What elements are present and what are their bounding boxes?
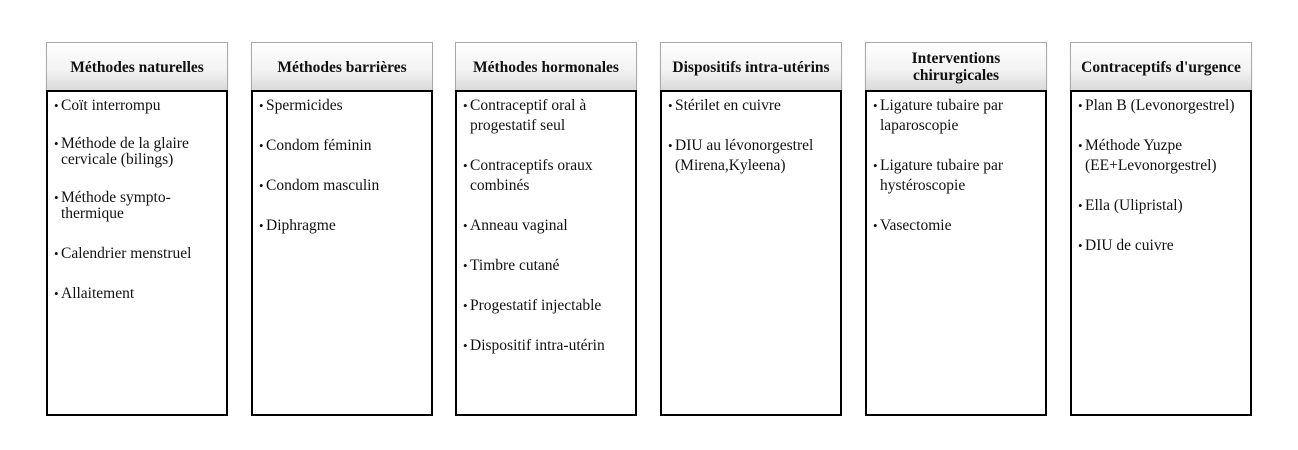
list-item: • Spermicides	[259, 97, 343, 114]
bullet: •	[54, 246, 59, 261]
list-item: • Plan B (Levonorgestrel)	[1078, 97, 1235, 114]
bullet: •	[259, 178, 264, 193]
bullet: •	[1078, 138, 1083, 153]
column-header	[1070, 42, 1252, 92]
list-item: • Condom masculin	[259, 177, 380, 194]
list-item: • Ella (Ulipristal)	[1078, 197, 1183, 214]
list-item: • Calendrier menstruel	[54, 245, 192, 262]
bullet: •	[873, 218, 878, 233]
column-body	[46, 90, 228, 416]
bullet: •	[463, 258, 468, 273]
bullet: •	[54, 286, 59, 301]
column-header	[46, 42, 228, 92]
bullet: •	[1078, 238, 1083, 253]
list-item: • Ligature tubaire par hystéroscopie	[873, 157, 1004, 194]
bullet: •	[463, 98, 468, 113]
bullet: •	[259, 138, 264, 153]
column-body	[660, 90, 842, 416]
column-body	[251, 90, 433, 416]
column-interventions-chirurgicales	[865, 42, 1047, 234]
column-header	[865, 42, 1047, 92]
bullet: •	[463, 338, 468, 353]
column-body	[455, 90, 637, 416]
bullet: •	[463, 158, 468, 173]
column-methodes-hormonales	[455, 42, 637, 354]
bullet: •	[668, 98, 673, 113]
bullet: •	[54, 98, 59, 113]
bullet: •	[873, 98, 878, 113]
bullet: •	[259, 98, 264, 113]
column-title: Méthodes barrières	[277, 58, 407, 76]
bullet: •	[463, 298, 468, 313]
list-item: • DIU de cuivre	[1078, 237, 1174, 254]
bullet: •	[668, 138, 673, 153]
list-item: • Méthode sympto-thermique	[54, 189, 171, 222]
column-header	[660, 42, 842, 92]
column-title: Interventions chirurgicales	[911, 50, 1001, 84]
bullet: •	[54, 136, 59, 151]
bullet: •	[873, 158, 878, 173]
bullet: •	[54, 190, 59, 205]
list-item: • Anneau vaginal	[463, 217, 568, 234]
list-item: • Diphragme	[259, 217, 336, 234]
list-item: • Timbre cutané	[463, 257, 560, 274]
column-body	[865, 90, 1047, 416]
column-contraceptifs-urgence	[1070, 42, 1252, 254]
column-title: Méthodes naturelles	[70, 58, 204, 76]
list-item: • Progestatif injectable	[463, 297, 602, 314]
list-item: • Ligature tubaire par laparoscopie	[873, 97, 1004, 134]
column-title: Contraceptifs d'urgence	[1081, 58, 1241, 76]
list-item: • Contraceptifs oraux combinés	[463, 157, 593, 194]
column-title: Méthodes hormonales	[473, 58, 619, 76]
column-title: Dispositifs intra-utérins	[672, 58, 830, 76]
column-header	[455, 42, 637, 92]
list-item: • Stérilet en cuivre	[668, 97, 781, 114]
bullet: •	[1078, 198, 1083, 213]
list-item: • Coït interrompu	[54, 97, 161, 114]
column-methodes-naturelles	[46, 42, 228, 302]
column-dispositifs-intra-uterins	[660, 42, 842, 174]
column-body	[1070, 90, 1252, 416]
list-item: • Contraceptif oral à progestatif seul	[463, 97, 587, 134]
list-item: • Vasectomie	[873, 217, 952, 234]
bullet: •	[259, 218, 264, 233]
column-methodes-barrieres	[251, 42, 433, 234]
list-item: • Dispositif intra-utérin	[463, 337, 605, 354]
list-item: • DIU au lévonorgestrel (Mirena,Kyleena)	[668, 137, 814, 174]
list-item: • Condom féminin	[259, 137, 372, 154]
bullet: •	[463, 218, 468, 233]
list-item: • Allaitement	[54, 285, 135, 302]
list-item: • Méthode Yuzpe (EE+Levonorgestrel)	[1078, 137, 1217, 174]
list-item: • Méthode de la glaire cervicale (bilings)	[54, 135, 189, 168]
bullet: •	[1078, 98, 1083, 113]
column-header	[251, 42, 433, 92]
